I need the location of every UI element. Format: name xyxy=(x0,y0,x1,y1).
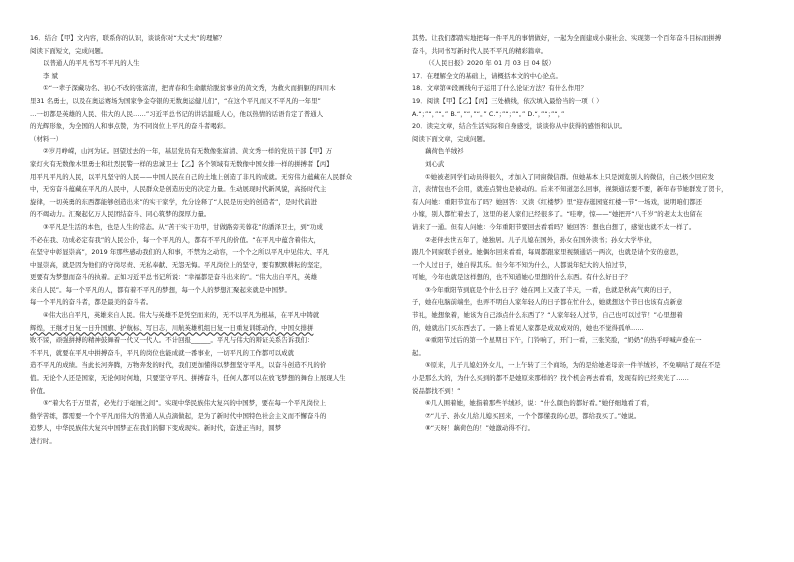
paragraph-line: ③平凡是生活的本色，也是人生的常态。从“苦干实干功甲，甘做路旁芙蓉花”的潘泽卫士，到“功成 xyxy=(43,222,323,231)
paragraph-line: 追梦人，中华民族伟大复兴中国梦正在我们的脚下变成现实。新时代，奋进正当时，圆梦 xyxy=(30,424,282,433)
article-title: 以普通人的平凡书写不平凡的人生 xyxy=(43,59,140,68)
paragraph-line: 节礼，她想象着，她该为自己添点什么东西了？“人家年轻人过节，自己也可以过节！”心里想着 xyxy=(412,311,683,320)
story-author: 刘心武 xyxy=(425,159,445,168)
paragraph-line: 中显崇高，就是因为他们的守岗尽责、无私奉献、无怨无悔。平凡岗位上的坚守，要有默默耕耘的坚定， xyxy=(30,260,327,269)
paragraph-line: 言，表情包也不会用，就连点赞也是被动的。后来不知道怎么回事，视频通话要不要，新年春节她群发了贺卡， xyxy=(412,185,728,194)
paragraph-line: 来自人民”。每一个平凡的人，都有着不平凡的梦想，每一个人的梦想汇聚起来就是中国梦。 xyxy=(30,285,291,294)
paragraph-line: 价值。 xyxy=(30,386,50,395)
instruction: 阅读下面短文，完成问题。 xyxy=(30,46,108,55)
paragraph-line: ①她被老同学们动员得很久，才加入了同窗微信群。但她基本上只是浏览别人的微信，自己极少回应发 xyxy=(425,172,715,181)
paragraph-line: …一切都是英雄的人民、伟大的人民……”习近平总书记的讲话温暖人心，他以热情的话语肯定了普通人 xyxy=(30,109,324,118)
paragraph-line: 说品都找不到！” xyxy=(412,386,461,395)
paragraph-line: 败不馁，顽强拼搏的精神鼓舞着一代又一代人。不计回报______。平凡与伟大的辩证关系告诉我们： xyxy=(30,336,314,345)
paragraph-line: 跟几个同窗联手创业。她偶尔回来看看，每周都跟家里视频通话一两次，也就是请个安的意思， xyxy=(412,248,683,257)
paragraph-line: 家灯火有无数像木里勇士和壮烈民警一样的忠诚卫士【乙】各个领域有无数像中国女排一样的拼搏者【丙】 xyxy=(30,159,333,168)
question-19: 19．阅读【甲】【乙】【丙】三处横线，依次填入最恰当的一项（ ） xyxy=(412,96,603,105)
source-citation: （《人民日报》2020 年 01 月 03 日 04 版） xyxy=(425,59,555,68)
paragraph-line: 的，她就出门买东西去了。一路上看见人家都是成双成对的，她也不觉得孤单…… xyxy=(412,323,644,332)
right-column xyxy=(412,32,764,562)
paragraph-line: 的不竭动力。汇聚起亿万人民团结奋斗、同心筑梦的深厚力量。 xyxy=(30,210,211,219)
paragraph-line: ④重阳节过后的第一个星期日下午，门铃响了，开门一看，三张笑脸，“奶奶”的热乎呼喊声叠在一 xyxy=(425,336,702,345)
paragraph-line: 小嫁，别人都忙着去了，这里的老人家们已经很多了。“哇咿，惊——”她把开“八千岁”的老太太也留在 xyxy=(412,210,703,219)
left-column xyxy=(30,32,382,562)
paragraph-line: ①“一辈子深藏功名、初心不改的张富清，把青春和生命献给脱贫事业的黄文秀，为救火而捐躯的四川木 xyxy=(43,84,336,93)
paragraph-line: ③今年重阳节到底是个什么日子？她在网上又查了半天，一看，也就是秋高气爽的日子， xyxy=(425,285,676,294)
paragraph-line: ④伟大出自平凡，英雄来自人民。伟大与英雄不是凭空而来的，无不以平凡为根基，在平凡中铸就 xyxy=(43,311,320,320)
underlined-sentence: 辉煌，王继才日复一日升国旗、护航标、写日志，川航英雄机组日复一日重复训练动作，中国女排拼 xyxy=(30,323,314,332)
paragraph-line: 其势。让我们都踏实地把每一件平凡的事情做好，一起为全面建成小康社会、实现第一个百年奋斗目标而拼搏 xyxy=(412,34,722,42)
question-18: 18．文章第④段画线句子运用了什么论证方法？有什么作用？ xyxy=(412,84,588,93)
paragraph-line: 可她，今年也就是这样想的，也不知道她心里想的什么东西。有什么好日子？ xyxy=(412,273,631,282)
paragraph-line: 奋斗，共同书写新时代人民不平凡的精彩篇章。 xyxy=(412,46,548,55)
paragraph-line: 起。 xyxy=(412,348,425,357)
paragraph-line: 造不平凡的成绩。当此长河奔腾，万物奔发的时代，我们更加懂得以梦想坚守平凡，以奋斗创造不凡的价 xyxy=(30,361,327,370)
paragraph-line: 子，她在电脑前端坐，也弄不明白人家年轻人的日子都在忙什么，她就想这个节日也该有点新意 xyxy=(412,298,683,307)
question-16: 16．结合【甲】文内容，联系你的认识，谈谈你对“大丈夫”的理解？ xyxy=(30,34,226,42)
paragraph-line: 里31 名勇士，以及在奥运赛场为国家争金夺银的无数奥运健儿们”，“在这个平凡而又不平凡的一年里” xyxy=(30,96,321,105)
paragraph-line: 小是那么大的，为什么买到的都不是她原来那样的？找个机会再去看看，发现有的已经卖光了…… xyxy=(412,374,689,383)
paragraph-line: 有人问她：重阳节宣布了吗？她回答：又读《红楼梦》里“迎春逛园宴红楼一节”一场戏，说明咱们都还 xyxy=(412,197,703,206)
paragraph-line: 不必在我、功成必定有我”的人民公仆，每一个平凡的人，都有不平凡的价值。“在平凡中蕴含着伟大， xyxy=(30,235,321,244)
paragraph-line: 不平凡，就要在平凡中拼搏奋斗，平凡的岗位也能成就一番事业，一切平凡的工作都可以成就 xyxy=(30,348,295,357)
paragraph-line: 用平凡平凡的人民，以平凡坚守的人民——中国人民在自己的土地上创造了非凡的成就。无穷伟力蕴藏在人民群众 xyxy=(30,172,353,181)
paragraph-line: 进行时。 xyxy=(30,437,56,445)
paragraph-line: 一个人过日子，她自得其乐。但今年不知为什么，人都说年纪大的人怕过节， xyxy=(412,260,631,269)
instruction: 阅读下面文章，完成问题。 xyxy=(412,134,490,143)
question-19-options: A.“；”“，”“。” B.“，”“，”“。” C.“；”“；”“。” D.“，”“；”“，” xyxy=(412,109,565,118)
paragraph-line: 旋律，一切英勇的东西都能够创造出来”的实干家学，允分诠释了“人民是历史的创造者”，是时代前进 xyxy=(30,197,318,206)
paragraph-line: ⑤原来，儿子儿媳妇外女儿，一上午转了三个商场，为的是给她老母亲一件羊绒衫，不免嘀咕了现在不是 xyxy=(425,361,721,370)
paragraph-line: 值。无论个人还是国家，无论何时何地，只要坚守平凡、拼搏奋斗，任何人都可以在放飞梦想的舞台上展现人生 xyxy=(30,374,346,383)
paragraph-line: ⑥几人围着她，她指着那些羊绒衫，说：“什么颜色的都好看。”她仔细地看了看， xyxy=(425,399,654,408)
paragraph-line: （材料一） xyxy=(30,134,63,143)
paragraph-line: ⑧“天呀！藕荷色的！”她激动得不行。 xyxy=(425,424,535,433)
paragraph-line: ②老伴去世五年了，她独居。儿子儿媳在国外，孙女在国外读书；孙女大学毕业， xyxy=(425,235,657,244)
paragraph-line: 中，无穷奋斗蕴藏在平凡的人民中，人民群众是创造历史的决定力量。生动展现时代新风貌，高扬时代主 xyxy=(30,185,327,194)
paragraph-line: 的光辉形象，为全国的人和事点赞，为不同岗位上平凡的奋斗者喝彩。 xyxy=(30,122,230,131)
paragraph-line: ⑤“着大名于万里者，必先行于毫厘之间”。实现中华民族伟大复兴的中国梦，要在每一个平凡岗位上 xyxy=(43,399,327,408)
paragraph-line: 每一个平凡的奋斗者，都是最美的奋斗者。 xyxy=(30,298,153,307)
article-author: 李 斌 xyxy=(43,71,58,80)
paragraph-line: 在坚守中彰显崇高”，2019 年那些感动我们的人和事，不禁为之动容，一个个之所以平凡中见伟大、平凡 xyxy=(30,248,329,257)
paragraph-line: 请来了一通。但有人问她：今年重阳节要回去看看吗？她回答：想也白想了，感觉也就不太一样了。 xyxy=(412,222,696,231)
paragraph-line: ②岁月峥嵘，山河为证。回望过去的一年，基层党员有无数像张富清、黄文秀一样的党员干部【甲】万 xyxy=(43,147,333,156)
story-title: 藕荷色羊绒衫 xyxy=(425,147,464,156)
question-20: 20．读完文章，结合生活实际和自身感受，谈谈你从中获得的感悟和认识。 xyxy=(412,122,627,131)
paragraph-line: ⑦“儿子、孙女儿给儿媳买回来，一个个都懂我的心思，都给我买了。”她说。 xyxy=(425,411,641,420)
paragraph-line: 更要有为梦想而奋斗的执着。正如习近平总书记所说：“幸福都是奋斗出来的”。“伟大出自平凡，英雄 xyxy=(30,273,318,282)
question-17: 17．在理解全文的基础上，请概括本文的中心论点。 xyxy=(412,71,562,80)
paragraph-line: 勤学苦练，都需要一个个平凡而伟大的普通人从点滴做起，是为了新时代中国特色社会主义而不懈奋斗的 xyxy=(30,411,327,420)
